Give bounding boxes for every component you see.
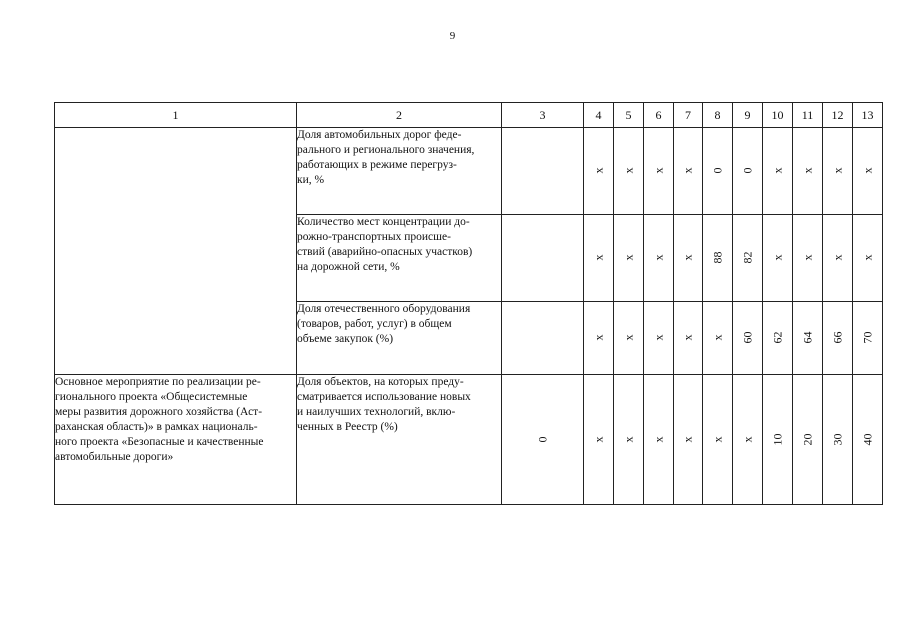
cell-value: х [830, 254, 844, 261]
value-cell [674, 128, 703, 215]
value-cell [674, 302, 703, 375]
cell-value: х [770, 254, 784, 261]
activity-cell: Основное мероприятие по реализации ре- гионального проекта «Общесистемные меры развития дорожного хозяйства (Аст- раханская область)» в рамках националь- ного проекта «Безопасные и качественные автомобильные дороги» [55, 375, 297, 505]
indicator-cell: Доля объектов, на которых преду- сматривается использование новых и наилучших технологий, вклю- ченных в Реестр (%) [297, 375, 502, 505]
cell-value: 64 [800, 331, 814, 344]
value-cell [703, 128, 733, 215]
column-header: 9 [733, 103, 763, 128]
cell-value: х [651, 167, 665, 174]
cell-value: 70 [860, 331, 874, 344]
cell-value: 0 [710, 167, 724, 174]
cell-value: х [680, 436, 695, 442]
cell-value: х [651, 254, 665, 261]
value-cell [674, 375, 703, 505]
base-value-cell [502, 215, 584, 302]
value-cell [823, 128, 853, 215]
value-cell [853, 215, 883, 302]
indicator-cell: Количество мест концентрации до- рожно-транспортных происше- ствий (аварийно-опасных участков) на дорожной сети, % [297, 215, 502, 302]
column-header: 3 [502, 103, 584, 128]
cell-value: х [830, 167, 844, 174]
value-cell [614, 215, 644, 302]
cell-value: х [591, 167, 605, 174]
cell-value: 82 [740, 251, 754, 264]
value-cell [763, 215, 793, 302]
column-header: 8 [703, 103, 733, 128]
activity-cell [55, 128, 297, 375]
cell-value: х [860, 167, 874, 174]
indicator-cell: Доля автомобильных дорог феде- рального и регионального значения, работающих в режиме перегруз- ки, % [297, 128, 502, 215]
value-cell [584, 215, 614, 302]
value-cell [793, 375, 823, 505]
column-header: 4 [584, 103, 614, 128]
cell-value: 60 [740, 331, 754, 344]
value-cell [733, 302, 763, 375]
cell-value: х [621, 167, 635, 174]
value-cell [644, 128, 674, 215]
cell-value: х [591, 436, 605, 442]
cell-value: х [680, 254, 695, 261]
base-value-cell [502, 128, 584, 215]
cell-value: х [591, 334, 605, 341]
base-value-cell [502, 302, 584, 375]
value-cell [644, 215, 674, 302]
indicator-cell: Доля отечественного оборудования (товаров, работ, услуг) в общем объеме закупок (%) [297, 302, 502, 375]
value-cell [674, 215, 703, 302]
value-cell [823, 215, 853, 302]
value-cell [763, 302, 793, 375]
column-header: 11 [793, 103, 823, 128]
column-header: 10 [763, 103, 793, 128]
column-header: 5 [614, 103, 644, 128]
cell-value: х [651, 436, 665, 442]
cell-value: х [621, 254, 635, 261]
value-cell [733, 128, 763, 215]
page-number: 9 [449, 30, 456, 42]
cell-value: 10 [770, 433, 784, 445]
value-cell [703, 375, 733, 505]
value-cell [703, 215, 733, 302]
table-row [55, 375, 883, 505]
table-header-row [55, 103, 883, 128]
cell-value: х [591, 254, 605, 261]
value-cell [584, 375, 614, 505]
cell-value: х [621, 334, 635, 341]
value-cell [733, 375, 763, 505]
value-cell [644, 302, 674, 375]
value-cell [793, 128, 823, 215]
value-cell [793, 302, 823, 375]
cell-value: х [800, 254, 814, 261]
value-cell [763, 375, 793, 505]
value-cell [823, 375, 853, 505]
value-cell [853, 302, 883, 375]
cell-value: 0 [740, 167, 754, 174]
cell-value: х [710, 436, 724, 442]
value-cell [853, 128, 883, 215]
column-header: 2 [297, 103, 502, 128]
cell-value: х [621, 436, 635, 442]
cell-value: 30 [830, 433, 844, 445]
value-cell [763, 128, 793, 215]
value-cell [733, 215, 763, 302]
cell-value: х [770, 167, 784, 174]
indicators-table [54, 102, 883, 505]
column-header: 7 [674, 103, 703, 128]
cell-value: 62 [770, 331, 784, 344]
column-header: 13 [853, 103, 883, 128]
cell-value: х [680, 167, 695, 174]
column-header: 6 [644, 103, 674, 128]
column-header: 1 [55, 103, 297, 128]
cell-value: 20 [800, 433, 814, 445]
cell-value: х [651, 334, 665, 341]
base-value: 0 [535, 436, 549, 442]
cell-value: х [860, 254, 874, 261]
cell-value: 40 [860, 433, 874, 445]
cell-value: 66 [830, 331, 844, 344]
value-cell [614, 128, 644, 215]
value-cell [703, 302, 733, 375]
base-value-cell [502, 375, 584, 505]
value-cell [793, 215, 823, 302]
cell-value: х [800, 167, 814, 174]
cell-value: х [740, 436, 754, 442]
cell-value: х [710, 334, 724, 341]
value-cell [644, 375, 674, 505]
value-cell [614, 302, 644, 375]
value-cell [614, 375, 644, 505]
column-header: 12 [823, 103, 853, 128]
cell-value: 88 [710, 251, 724, 264]
value-cell [584, 302, 614, 375]
value-cell [823, 302, 853, 375]
value-cell [853, 375, 883, 505]
table-row [55, 128, 883, 215]
value-cell [584, 128, 614, 215]
cell-value: х [680, 334, 695, 341]
